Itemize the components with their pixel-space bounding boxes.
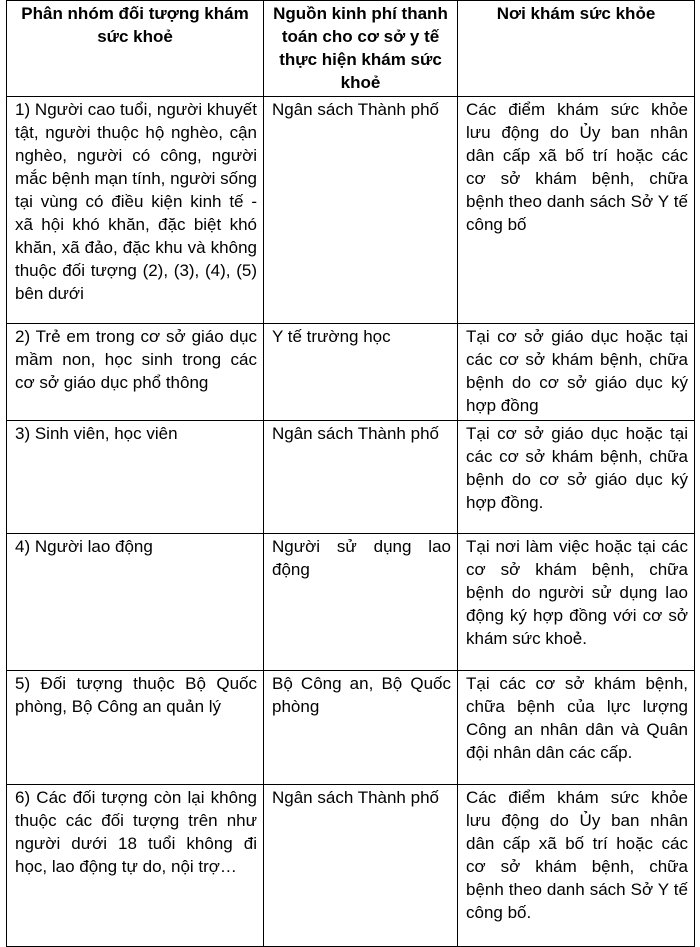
- table-row: [7, 785, 695, 947]
- table-row: [7, 671, 695, 785]
- cell-group: 1) Người cao tuổi, người khuyết tật, người thuộc hộ nghèo, cận nghèo, người có công, người mắc bệnh mạn tính, người sống tại vùng có điều kiện kinh tế - xã hội khó khăn, đặc biệt khó khăn, xã đảo, đặc khu và không thuộc đối tượng (2), (3), (4), (5) bên dưới: [7, 97, 264, 324]
- table-row: [7, 534, 695, 671]
- cell-group: 3) Sinh viên, học viên: [7, 421, 264, 534]
- cell-funding: Y tế trường học: [264, 324, 458, 421]
- header-place: Nơi khám sức khỏe: [458, 1, 695, 97]
- cell-place: Các điểm khám sức khỏe lưu động do Ủy ban nhân dân cấp xã bố trí hoặc các cơ sở khám bệnh, chữa bệnh theo danh sách Sở Y tế công bố.: [458, 785, 695, 947]
- cell-place: Tại các cơ sở khám bệnh, chữa bệnh của lực lượng Công an nhân dân và Quân đội nhân dân các cấp.: [458, 671, 695, 785]
- cell-group: 2) Trẻ em trong cơ sở giáo dục mầm non, học sinh trong các cơ sở giáo dục phổ thông: [7, 324, 264, 421]
- header-funding: Nguồn kinh phí thanh toán cho cơ sở y tế thực hiện khám sức khoẻ: [264, 1, 458, 97]
- cell-group: 5) Đối tượng thuộc Bộ Quốc phòng, Bộ Công an quản lý: [7, 671, 264, 785]
- table-row: [7, 97, 695, 324]
- table-row: [7, 421, 695, 534]
- cell-place: Tại cơ sở giáo dục hoặc tại các cơ sở khám bệnh, chữa bệnh do cơ sở giáo dục ký hợp đồng: [458, 324, 695, 421]
- cell-funding: Bộ Công an, Bộ Quốc phòng: [264, 671, 458, 785]
- table-row: [7, 324, 695, 421]
- cell-group: 6) Các đối tượng còn lại không thuộc các đối tượng trên như người dưới 18 tuổi không đi học, lao động tự do, nội trợ…: [7, 785, 264, 947]
- cell-funding: Ngân sách Thành phố: [264, 785, 458, 947]
- cell-place: Các điểm khám sức khỏe lưu động do Ủy ban nhân dân cấp xã bố trí hoặc các cơ sở khám bệnh, chữa bệnh theo danh sách Sở Y tế công bố: [458, 97, 695, 324]
- cell-funding: Ngân sách Thành phố: [264, 97, 458, 324]
- cell-place: Tại nơi làm việc hoặc tại các cơ sở khám bệnh, chữa bệnh do người sử dụng lao động ký hợp đồng với cơ sở khám sức khoẻ.: [458, 534, 695, 671]
- table-header-row: [7, 1, 695, 97]
- cell-funding: Người sử dụng lao động: [264, 534, 458, 671]
- cell-group: 4) Người lao động: [7, 534, 264, 671]
- cell-funding: Ngân sách Thành phố: [264, 421, 458, 534]
- header-group: Phân nhóm đối tượng khám sức khoẻ: [7, 1, 264, 97]
- health-checkup-table: [6, 0, 695, 947]
- cell-place: Tại cơ sở giáo dục hoặc tại các cơ sở khám bệnh, chữa bệnh do cơ sở giáo dục ký hợp đồng.: [458, 421, 695, 534]
